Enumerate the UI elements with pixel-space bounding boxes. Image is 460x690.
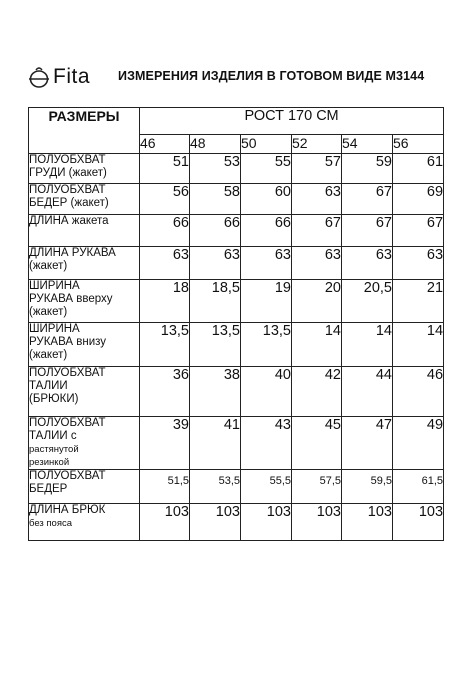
size-50: 50 (241, 135, 292, 154)
document-title: ИЗМЕРЕНИЯ ИЗДЕЛИЯ В ГОТОВОМ ВИДЕ М3144 (118, 69, 425, 83)
row-label (29, 367, 140, 417)
row-value: 67 (393, 215, 444, 247)
row-value: 59,5 (342, 470, 393, 504)
row-value: 44 (342, 367, 393, 417)
table-row (29, 417, 444, 470)
row-value: 55,5 (241, 470, 292, 504)
row-value: 103 (140, 504, 190, 541)
row-value: 103 (342, 504, 393, 541)
row-value: 13,5 (241, 323, 292, 367)
page-header (28, 62, 448, 92)
row-value: 43 (241, 417, 292, 470)
brand-name: Fita (53, 65, 91, 88)
row-value: 45 (292, 417, 342, 470)
row-label-line: ДЛИНА РУКАВА (29, 247, 116, 259)
row-value: 69 (393, 184, 444, 215)
row-value: 46 (393, 367, 444, 417)
size-table (28, 107, 444, 541)
row-label-line: (жакет) (29, 306, 68, 318)
row-value: 49 (393, 417, 444, 470)
row-value: 51 (140, 154, 190, 184)
row-label-line: ПОЛУОБХВАТ (29, 367, 106, 379)
size-56: 56 (393, 135, 444, 154)
row-value: 67 (342, 184, 393, 215)
table-row (29, 280, 444, 323)
row-label (29, 504, 140, 541)
row-value: 63 (342, 247, 393, 280)
row-value: 18 (140, 280, 190, 323)
row-label-line: ТАЛИИ с (29, 430, 77, 442)
row-value: 55 (241, 154, 292, 184)
row-label-line: ШИРИНА (29, 323, 80, 335)
row-value: 66 (241, 215, 292, 247)
row-value: 53,5 (190, 470, 241, 504)
row-value: 51,5 (140, 470, 190, 504)
row-label (29, 417, 140, 470)
row-value: 18,5 (190, 280, 241, 323)
row-value: 66 (140, 215, 190, 247)
row-value: 14 (393, 323, 444, 367)
row-label-line: БЕДЕР (29, 483, 68, 495)
row-label-line: РУКАВА внизу (29, 336, 107, 348)
row-value: 58 (190, 184, 241, 215)
fita-logo-icon (28, 65, 50, 89)
brand-logo (28, 62, 90, 92)
row-label (29, 154, 140, 184)
row-value: 63 (393, 247, 444, 280)
row-value: 41 (190, 417, 241, 470)
row-label-line: ПОЛУОБХВАТ (29, 417, 106, 429)
row-value: 63 (140, 247, 190, 280)
row-value: 56 (140, 184, 190, 215)
sizes-header: РАЗМЕРЫ (29, 108, 140, 154)
row-value: 59 (342, 154, 393, 184)
row-value: 19 (241, 280, 292, 323)
table-row (29, 215, 444, 247)
row-label (29, 323, 140, 367)
row-label-line: ПОЛУОБХВАТ (29, 470, 106, 482)
row-label-line: ШИРИНА (29, 280, 80, 292)
row-value: 40 (241, 367, 292, 417)
row-label-line: ПОЛУОБХВАТ (29, 184, 106, 196)
table-row (29, 367, 444, 417)
row-value: 36 (140, 367, 190, 417)
row-value: 13,5 (140, 323, 190, 367)
row-value: 103 (393, 504, 444, 541)
row-value: 63 (241, 247, 292, 280)
row-label (29, 247, 140, 280)
row-value: 20,5 (342, 280, 393, 323)
row-value: 60 (241, 184, 292, 215)
row-value: 103 (241, 504, 292, 541)
row-value: 103 (190, 504, 241, 541)
row-label-line: ПОЛУОБХВАТ (29, 154, 106, 166)
table-row (29, 184, 444, 215)
size-52: 52 (292, 135, 342, 154)
row-value: 57,5 (292, 470, 342, 504)
row-value: 63 (292, 247, 342, 280)
row-value: 63 (190, 247, 241, 280)
row-value: 14 (292, 323, 342, 367)
row-label (29, 215, 140, 247)
row-value: 21 (393, 280, 444, 323)
row-value: 47 (342, 417, 393, 470)
table-row (29, 154, 444, 184)
row-value: 67 (292, 215, 342, 247)
row-value: 66 (190, 215, 241, 247)
row-value: 14 (342, 323, 393, 367)
row-value: 61,5 (393, 470, 444, 504)
row-label-line: ДЛИНА БРЮК (29, 504, 106, 516)
table-row (29, 470, 444, 504)
size-48: 48 (190, 135, 241, 154)
row-label (29, 184, 140, 215)
row-label-line: без пояса (29, 518, 73, 529)
row-value: 61 (393, 154, 444, 184)
row-label-line: (жакет) (29, 260, 68, 272)
row-value: 63 (292, 184, 342, 215)
row-value: 53 (190, 154, 241, 184)
row-label (29, 470, 140, 504)
size-46: 46 (140, 135, 190, 154)
row-label-line: резинкой (29, 457, 70, 468)
row-label-line: растянутой (29, 444, 79, 455)
row-value: 39 (140, 417, 190, 470)
row-label-line: РУКАВА вверху (29, 293, 113, 305)
row-label (29, 280, 140, 323)
row-label-line: ТАЛИИ (29, 380, 68, 392)
row-label-line: (жакет) (29, 349, 68, 361)
row-value: 67 (342, 215, 393, 247)
height-header: РОСТ 170 СМ (140, 108, 444, 135)
table-row (29, 504, 444, 541)
row-label-line: (БРЮКИ) (29, 393, 79, 405)
row-label-line: ДЛИНА жакета (29, 215, 109, 227)
row-label-line: ГРУДИ (жакет) (29, 167, 107, 179)
table-row (29, 247, 444, 280)
table-row (29, 323, 444, 367)
row-value: 57 (292, 154, 342, 184)
row-value: 13,5 (190, 323, 241, 367)
row-label-line: БЕДЕР (жакет) (29, 197, 109, 209)
size-54: 54 (342, 135, 393, 154)
row-value: 42 (292, 367, 342, 417)
header-row (29, 108, 444, 135)
row-value: 103 (292, 504, 342, 541)
row-value: 20 (292, 280, 342, 323)
row-value: 38 (190, 367, 241, 417)
